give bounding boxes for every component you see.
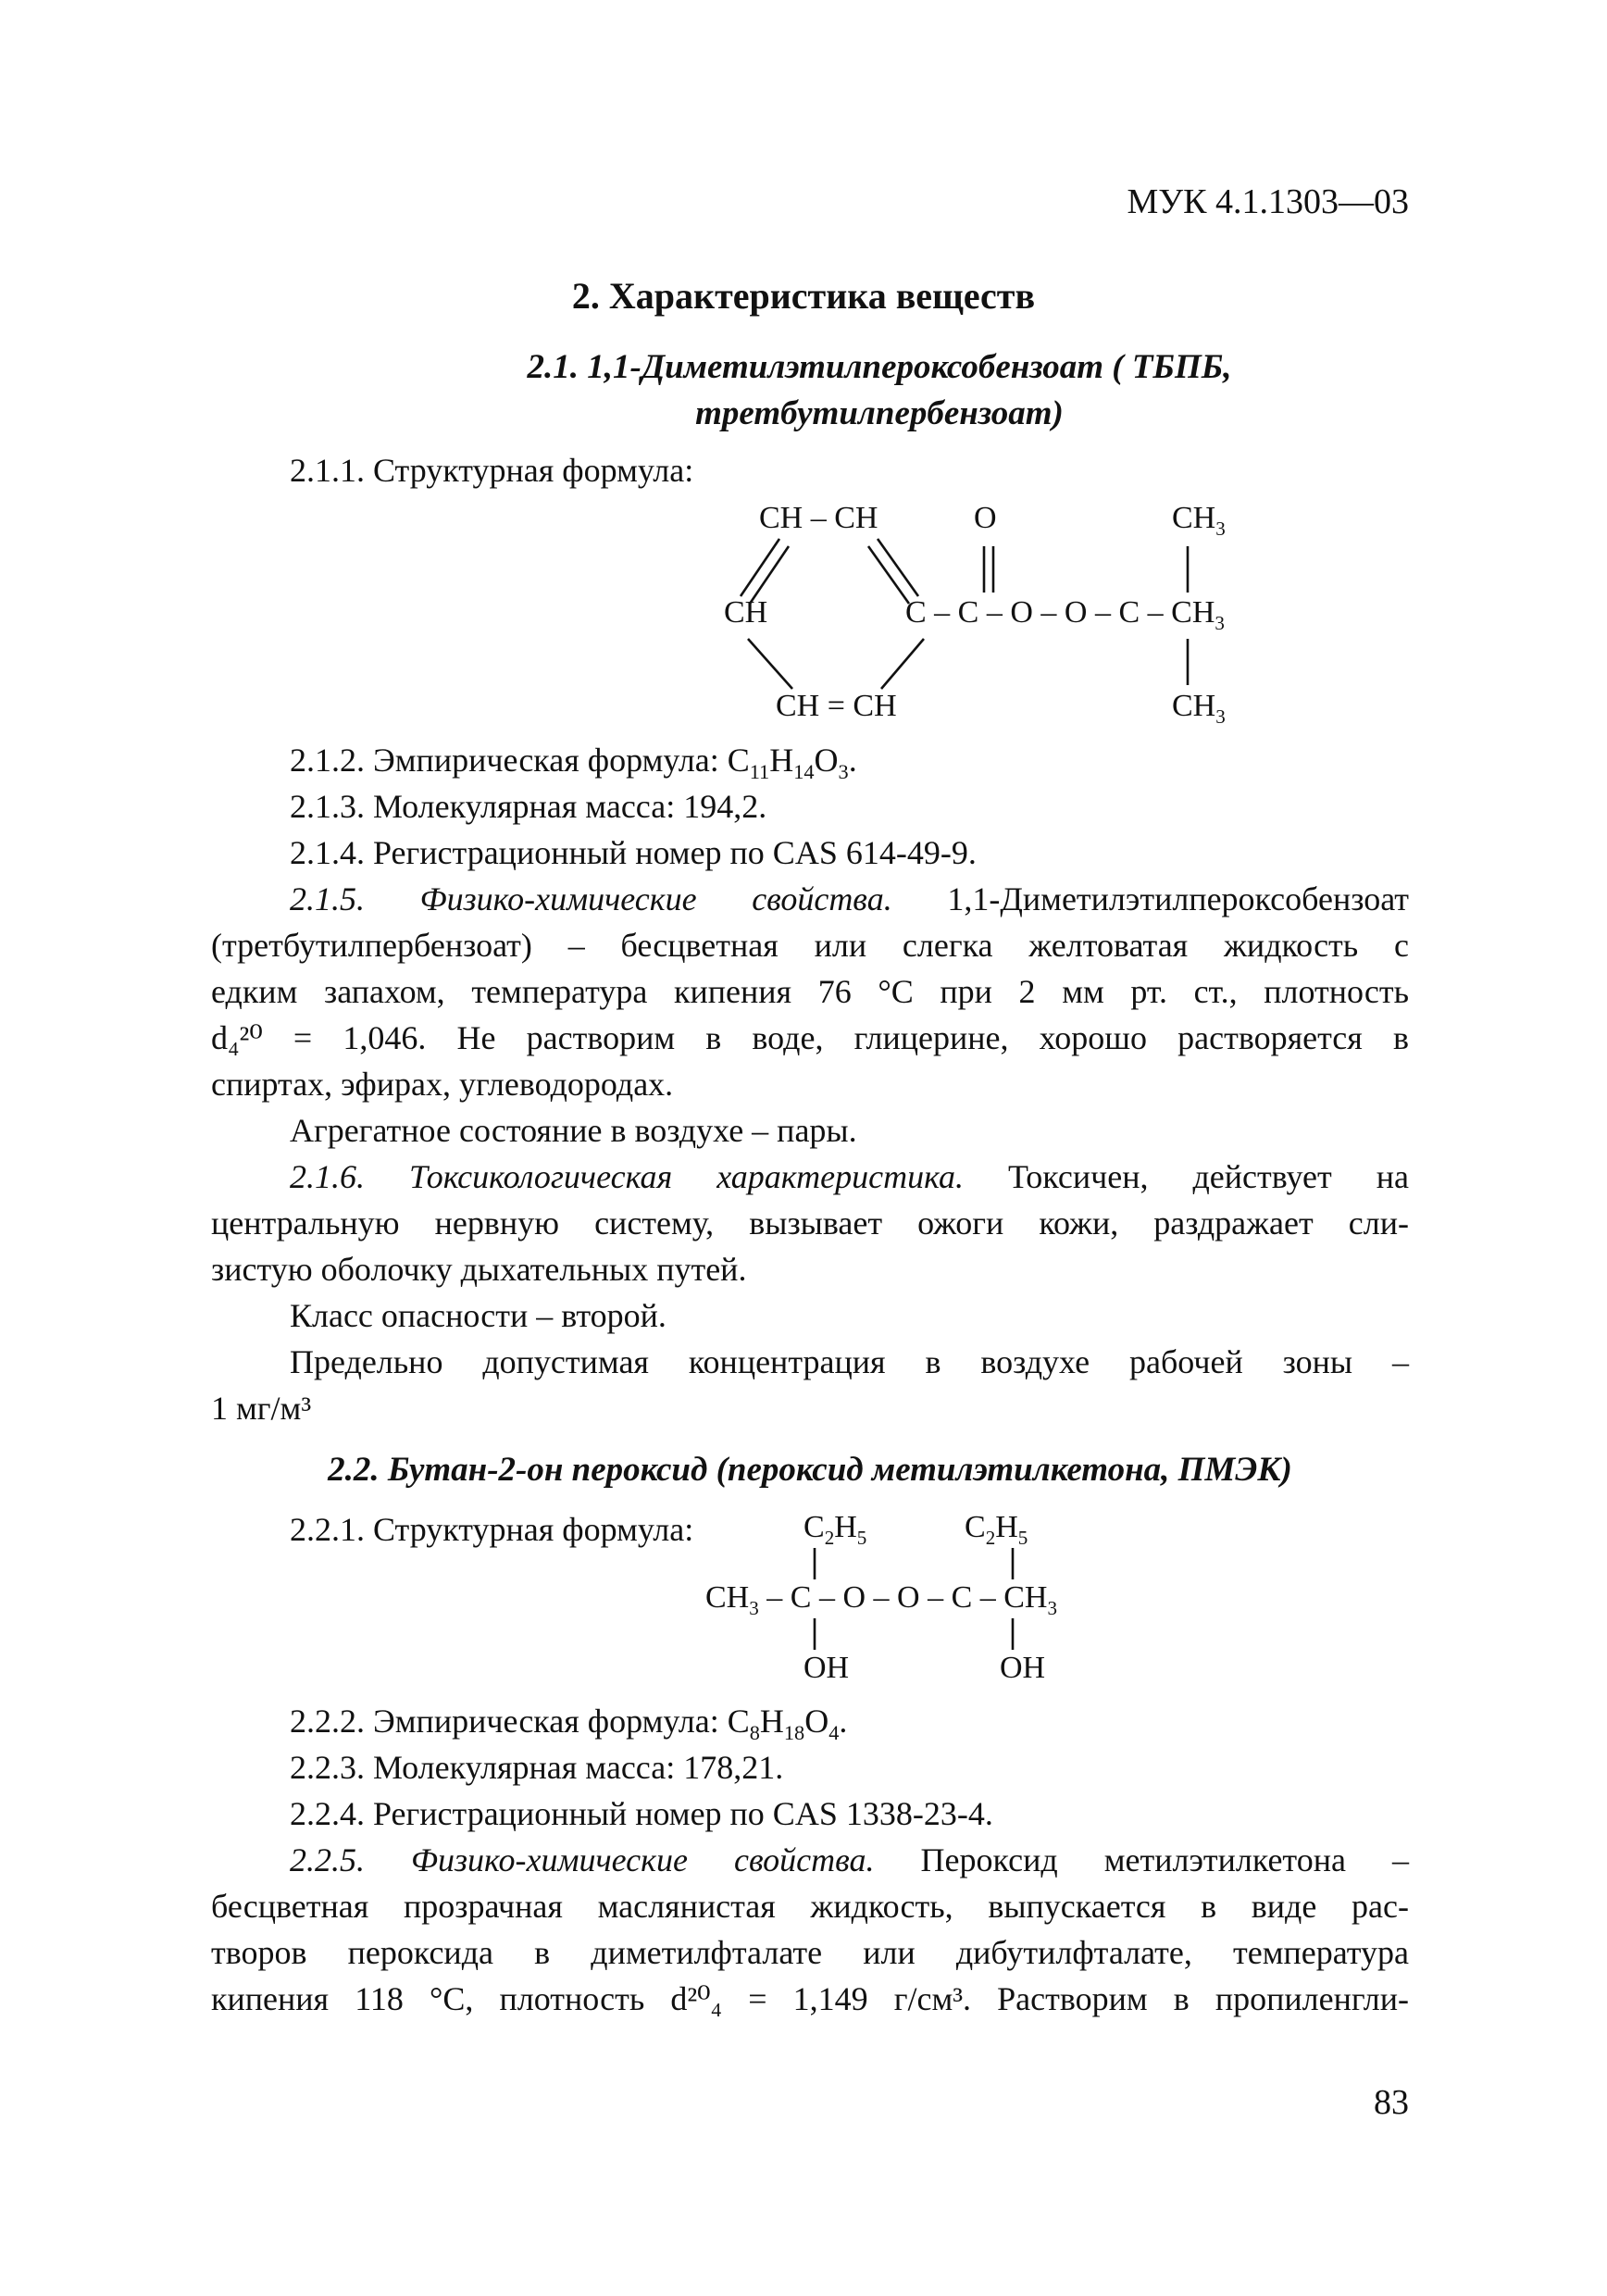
page-number: 83 [1374,2083,1409,2122]
molecular-mass-2-1-3: 2.1.3. Молекулярная масса: 194,2. [290,788,767,825]
structural-formula-label-2-1-1: 2.1.1. Структурная формула: [290,452,694,489]
formula-ethyl-left: $C_2H_5$ [804,1510,867,1549]
toxicology-2-1-6-line2: центральную нервную систему, вызывает ожоги кожи, раздражает сли- [211,1204,1409,1242]
formula-peroxide-chain: $CH_3$ – C – O – O – C – $CH_3$ [705,1580,1058,1619]
physchem-props-2-2-5-line2: бесцветная прозрачная маслянистая жидкость, выпускается в виде рас- [211,1888,1409,1925]
physchem-props-2-1-5-line5: спиртах, эфирах, углеводородах. [211,1066,674,1103]
physchem-props-2-2-5-line3: творов пероксида в диметилфталате или дибутилфталате, температура [211,1934,1409,1971]
physchem-props-label: 2.1.5. Физико-химические свойства. [290,880,892,917]
formula-ring-left: CH [724,595,768,630]
physchem-props-2-2-5-line1: 2.2.5. Физико-химические свойства. Пероксид метилэтилкетона – [290,1841,1409,1878]
formula-hydroxyl-left: OH [804,1651,850,1685]
document-code: МУК 4.1.1303—03 [1127,182,1409,221]
molecular-mass-2-2-3: 2.2.3. Молекулярная масса: 178,21. [290,1749,784,1786]
pdk-line1: Предельно допустимая концентрация в воздухе рабочей зоны – [290,1343,1409,1380]
physchem-props-2-1-5-line1: 2.1.5. Физико-химические свойства. 1,1-Диметилэтилпероксобензоат [290,880,1410,917]
toxicology-2-1-6-line3: зистую оболочку дыхательных путей. [211,1251,747,1288]
subsection-2-2-title: 2.2. Бутан-2-он пероксид (пероксид метилэтилкетона, ПМЭК) [328,1451,1292,1489]
physchem-props-2-1-5-line4: d₄²⁰ = 1,046. Не растворим в воде, глицерине, хорошо растворяется в [211,1019,1409,1056]
structural-formula-label-2-2-1: 2.2.1. Структурная формула: [290,1511,694,1548]
formula-methyl-top: $CH_3$ [1172,501,1226,540]
empirical-formula-2-2-2: 2.2.2. Эмпирическая формула: $C_8H_{18}O_4$. [290,1703,848,1745]
formula-ester-chain: C – C – O – O – C – $CH_3$ [905,595,1225,634]
formula-ethyl-right: $C_2H_5$ [965,1510,1028,1549]
physchem-props-2-1-5-line2: (третбутилпербензоат) – бесцветная или слегка желтоватая жидкость с [211,927,1409,964]
bond-ring-bottom-right [881,639,924,689]
toxicology-2-1-6-line1: 2.1.6. Токсикологическая характеристика. Токсичен, действует на [290,1158,1409,1195]
formula-hydroxyl-right: OH [1000,1651,1046,1685]
subsection-2-1-title-line2: третбутилпербензоат) [695,394,1064,432]
physchem-props-2-2-5-line4: кипения 118 °C, плотность d²⁰₄ = 1,149 г/см³. Растворим в пропиленгли- [211,1980,1409,2017]
cas-number-2-1-4: 2.1.4. Регистрационный номер по CAS 614-49-9. [290,834,977,871]
cas-number-2-2-4: 2.2.4. Регистрационный номер по CAS 1338-23-4. [290,1795,993,1832]
bond-ring-bottom-left [748,639,792,689]
aggregate-state: Агрегатное состояние в воздухе – пары. [290,1112,857,1149]
formula-carbonyl-oxygen: O [974,501,997,535]
pdk-line2: 1 мг/м³ [211,1390,312,1427]
toxicology-label: 2.1.6. Токсикологическая характеристика. [290,1158,965,1195]
subsection-2-1-title-line1: 2.1. 1,1-Диметилэтилпероксобензоат ( ТБПБ, [527,348,1232,386]
empirical-formula-2-1-2: 2.1.2. Эмпирическая формула: $C_{11}H_{14}O_3$. [290,742,857,784]
formula-ring-top: CH – CH [759,501,878,535]
hazard-class: Класс опасности – второй. [290,1297,666,1334]
physchem-props-label-2-2: 2.2.5. Физико-химические свойства. [290,1841,875,1878]
physchem-props-2-1-5-line3: едким запахом, температура кипения 76 °C при 2 мм рт. ст., плотность [211,973,1409,1010]
formula-ring-bottom: CH = CH [776,689,897,723]
formula-methyl-bottom: $CH_3$ [1172,689,1226,728]
section-title: 2. Характеристика веществ [571,275,1036,317]
